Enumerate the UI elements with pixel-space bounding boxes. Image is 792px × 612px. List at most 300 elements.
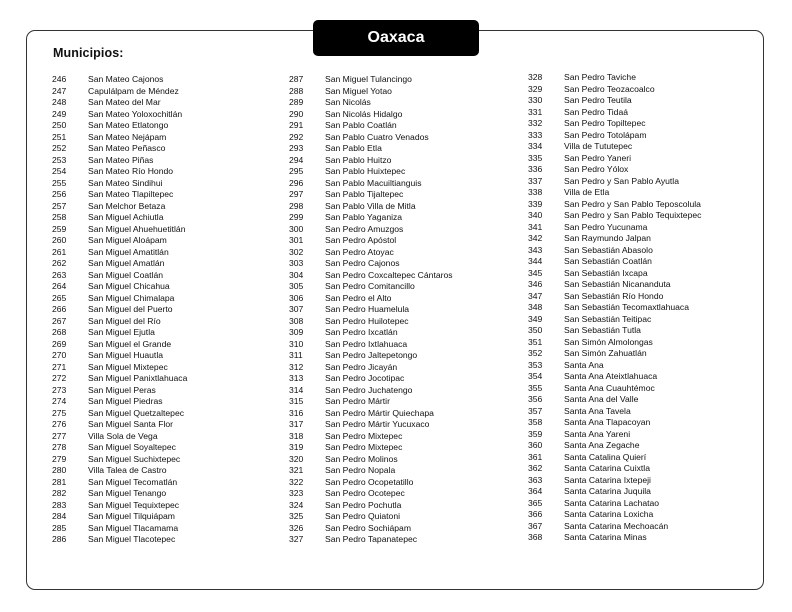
municipio-number: 354 (528, 371, 543, 381)
municipio-number: 358 (528, 417, 543, 427)
municipio-number: 327 (289, 534, 304, 544)
list-item (289, 408, 453, 420)
municipio-name: San Nicolás Hidalgo (325, 108, 403, 119)
municipio-number: 328 (528, 72, 543, 82)
list-item (528, 348, 701, 360)
municipio-name: Santa Ana Cuauhtémoc (564, 382, 655, 393)
municipio-name: Santa Catarina Lachatao (564, 497, 660, 508)
list-item (52, 120, 187, 132)
municipio-name: San Sebastián Ixcapa (564, 267, 648, 278)
municipio-number: 342 (528, 233, 543, 243)
municipio-number: 305 (289, 281, 304, 291)
municipio-number: 247 (52, 85, 67, 96)
municipio-number: 352 (528, 348, 543, 358)
list-item (52, 373, 187, 385)
municipio-name: San Miguel Huautla (88, 350, 164, 360)
list-item (528, 153, 701, 165)
municipio-number: 273 (52, 384, 67, 395)
municipio-name: San Miguel Ahuehuetitlán (88, 223, 186, 234)
list-item (52, 385, 187, 397)
list-item (52, 155, 187, 167)
municipio-name: San Mateo del Mar (88, 97, 161, 107)
municipio-number: 267 (52, 315, 67, 326)
municipio-name: San Miguel del Puerto (88, 304, 173, 314)
municipio-number: 255 (52, 177, 67, 188)
list-item (528, 95, 701, 107)
list-item (528, 210, 701, 222)
municipio-name: San Pablo Coatlán (325, 120, 397, 130)
section-heading: Municipios: (53, 46, 124, 60)
municipio-number: 296 (289, 177, 304, 188)
municipio-number: 290 (289, 108, 304, 119)
municipio-name: San Raymundo Jalpan (564, 233, 651, 243)
list-item (289, 212, 453, 224)
list-item (52, 454, 187, 466)
municipio-name: San Pedro Ocopetatillo (325, 476, 414, 487)
municipio-number: 357 (528, 405, 543, 416)
municipio-name: Villa Sola de Vega (88, 430, 158, 441)
municipio-name: Santa Catarina Juquila (564, 486, 651, 496)
municipio-number: 325 (289, 511, 304, 521)
municipio-name: Santa Ana Ateixtlahuaca (564, 371, 658, 381)
list-item (528, 440, 701, 452)
list-item (52, 362, 187, 374)
municipio-name: San Pablo Tijaltepec (325, 189, 404, 199)
municipio-name: San Miguel Amatlán (88, 258, 165, 268)
municipio-name: San Pedro Tapanatepec (325, 534, 418, 544)
municipio-number: 261 (52, 246, 67, 257)
list-item (289, 97, 453, 109)
municipio-number: 355 (528, 382, 543, 393)
municipio-number: 272 (52, 373, 67, 383)
municipio-number: 366 (528, 509, 543, 519)
municipio-number: 346 (528, 279, 543, 289)
list-item (528, 452, 701, 464)
municipio-number: 334 (528, 141, 543, 151)
municipio-name: San Pablo Villa de Mitla (325, 200, 416, 211)
list-item (289, 224, 453, 236)
list-item (528, 463, 701, 475)
municipio-number: 364 (528, 486, 543, 496)
list-item (52, 431, 187, 443)
municipios-column-3 (528, 72, 701, 544)
municipio-name: San Pedro el Alto (325, 292, 392, 303)
list-item (289, 316, 453, 328)
municipio-number: 281 (52, 476, 67, 487)
municipios-column-1 (52, 74, 187, 546)
municipio-number: 259 (52, 223, 67, 234)
municipio-number: 349 (528, 313, 543, 324)
municipio-name: San Pedro Amuzgos (325, 223, 404, 234)
municipio-number: 254 (52, 166, 67, 176)
list-item (289, 166, 453, 178)
list-item (52, 281, 187, 293)
list-item (52, 235, 187, 247)
municipio-number: 313 (289, 373, 304, 383)
municipio-number: 323 (289, 488, 304, 498)
municipio-number: 308 (289, 315, 304, 326)
list-item (528, 417, 701, 429)
municipio-name: San Pedro Huilotepec (325, 315, 409, 326)
municipio-number: 315 (289, 396, 304, 406)
list-item (289, 523, 453, 535)
list-item (52, 132, 187, 144)
list-item (528, 84, 701, 96)
list-item (52, 189, 187, 201)
municipio-number: 304 (289, 269, 304, 280)
municipio-number: 326 (289, 522, 304, 533)
list-item (52, 327, 187, 339)
municipio-name: San Sebastián Río Hondo (564, 290, 664, 301)
list-item (52, 293, 187, 305)
municipio-number: 269 (52, 338, 67, 349)
municipio-name: San Miguel Achiutla (88, 212, 164, 222)
list-item (289, 132, 453, 144)
municipio-name: San Miguel Tecomatlán (88, 476, 178, 487)
municipio-number: 347 (528, 290, 543, 301)
municipio-number: 351 (528, 336, 543, 347)
municipio-number: 307 (289, 304, 304, 314)
list-item (52, 534, 187, 546)
municipio-name: San Miguel Peras (88, 384, 156, 395)
municipio-number: 284 (52, 511, 67, 521)
municipio-name: San Miguel Tulancingo (325, 74, 412, 84)
municipio-name: San Sebastián Abasolo (564, 244, 653, 255)
municipio-number: 298 (289, 200, 304, 211)
municipio-number: 260 (52, 235, 67, 245)
municipio-name: Santa Catarina Ixtepeji (564, 474, 651, 485)
list-item (528, 268, 701, 280)
list-item (528, 509, 701, 521)
municipio-number: 278 (52, 442, 67, 452)
list-item (528, 337, 701, 349)
municipio-number: 287 (289, 74, 304, 84)
list-item (528, 176, 701, 188)
municipio-number: 297 (289, 189, 304, 199)
municipio-name: San Miguel Santa Flor (88, 419, 174, 429)
municipio-name: San Miguel Ejutla (88, 327, 155, 337)
list-item (528, 291, 701, 303)
list-item (528, 107, 701, 119)
municipio-name: San Sebastián Tutla (564, 325, 641, 335)
list-item (52, 477, 187, 489)
municipio-name: San Miguel Suchixtepec (88, 453, 181, 464)
list-item (289, 120, 453, 132)
list-item (289, 339, 453, 351)
municipio-number: 291 (289, 120, 304, 130)
municipio-name: San Pedro Pochutla (325, 499, 402, 510)
list-item (528, 130, 701, 142)
municipio-name: San Mateo Nejápam (88, 131, 167, 142)
municipio-name: San Miguel del Río (88, 315, 161, 326)
list-item (528, 429, 701, 441)
municipio-number: 330 (528, 95, 543, 105)
municipio-name: San Pedro Mártir Quiechapa (325, 407, 434, 418)
municipio-number: 265 (52, 292, 67, 303)
list-item (289, 396, 453, 408)
municipio-name: San Pedro Yucunama (564, 221, 648, 232)
list-item (289, 419, 453, 431)
municipio-number: 311 (289, 350, 303, 360)
municipio-number: 299 (289, 212, 304, 222)
page-title: Oaxaca (313, 20, 479, 56)
list-item (289, 500, 453, 512)
municipio-name: Santa Ana Zegache (564, 440, 640, 450)
list-item (289, 350, 453, 362)
municipio-number: 359 (528, 428, 543, 439)
list-item (528, 187, 701, 199)
municipio-number: 324 (289, 499, 304, 510)
municipio-name: San Sebastián Nicananduta (564, 279, 671, 289)
municipio-name: San Sebastián Teitipac (564, 313, 652, 324)
municipio-number: 270 (52, 350, 67, 360)
municipio-name: San Pablo Huitzo (325, 154, 392, 165)
municipio-name: San Mateo Río Hondo (88, 166, 174, 176)
municipio-number: 345 (528, 267, 543, 278)
municipio-name: San Pedro Jocotipac (325, 373, 405, 383)
municipio-name: San Miguel Mixtepec (88, 361, 168, 372)
municipio-name: San Pedro Taviche (564, 72, 636, 82)
list-item (289, 304, 453, 316)
list-item (528, 256, 701, 268)
municipio-name: San Miguel Aloápam (88, 235, 167, 245)
list-item (528, 118, 701, 130)
list-item (52, 488, 187, 500)
municipio-number: 336 (528, 164, 543, 174)
municipio-name: San Pedro Atoyac (325, 246, 394, 257)
list-item (528, 394, 701, 406)
municipio-name: San Miguel el Grande (88, 338, 172, 349)
municipio-name: San Miguel Coatlán (88, 269, 164, 280)
municipio-number: 271 (52, 361, 67, 372)
municipio-number: 268 (52, 327, 67, 337)
list-item (52, 396, 187, 408)
municipio-name: San Miguel Tlacotepec (88, 534, 176, 544)
list-item (528, 360, 701, 372)
municipio-name: San Mateo Piñas (88, 154, 154, 165)
municipio-name: San Pedro Molinos (325, 453, 398, 464)
municipio-number: 274 (52, 396, 67, 406)
municipio-number: 338 (528, 187, 543, 197)
list-item (528, 279, 701, 291)
municipio-number: 360 (528, 440, 543, 450)
municipio-number: 340 (528, 210, 543, 220)
list-item (289, 454, 453, 466)
municipio-number: 344 (528, 256, 543, 266)
municipio-number: 363 (528, 474, 543, 485)
list-item (289, 201, 453, 213)
municipio-number: 295 (289, 166, 304, 176)
municipio-number: 301 (289, 235, 304, 245)
municipio-number: 275 (52, 407, 67, 418)
list-item (52, 523, 187, 535)
municipio-name: San Pedro Jaltepetongo (325, 350, 418, 360)
municipio-name: San Pedro Ixcatlán (325, 327, 398, 337)
municipio-number: 251 (52, 131, 67, 142)
municipio-name: San Pedro y San Pablo Ayutla (564, 175, 679, 186)
municipio-name: Santa Ana (564, 359, 604, 370)
municipio-name: Santa Catalina Quierí (564, 451, 647, 462)
municipio-name: San Pedro Topiltepec (564, 118, 646, 128)
list-item (289, 488, 453, 500)
list-item (52, 212, 187, 224)
list-item (528, 141, 701, 153)
municipio-name: San Pablo Etla (325, 143, 382, 153)
municipio-number: 286 (52, 534, 67, 544)
list-item (52, 224, 187, 236)
municipio-number: 337 (528, 175, 543, 186)
list-item (52, 178, 187, 190)
list-item (289, 155, 453, 167)
municipio-number: 248 (52, 97, 67, 107)
municipio-name: San Mateo Tlapiltepec (88, 189, 174, 199)
list-item (52, 166, 187, 178)
municipio-name: Santa Ana del Valle (564, 394, 639, 404)
municipio-name: San Miguel Chicahua (88, 281, 170, 291)
municipio-name: San Melchor Betaza (88, 200, 166, 211)
list-item (52, 97, 187, 109)
municipio-number: 329 (528, 83, 543, 94)
list-item (52, 201, 187, 213)
municipio-number: 339 (528, 198, 543, 209)
municipio-name: San Miguel Chimalapa (88, 292, 175, 303)
municipio-number: 282 (52, 488, 67, 498)
municipio-number: 309 (289, 327, 304, 337)
municipio-number: 362 (528, 463, 543, 473)
municipio-number: 317 (289, 419, 304, 429)
list-item (52, 304, 187, 316)
list-item (289, 258, 453, 270)
list-item (289, 373, 453, 385)
list-item (52, 74, 187, 86)
list-item (289, 511, 453, 523)
municipio-number: 277 (52, 430, 67, 441)
list-item (528, 475, 701, 487)
municipio-number: 365 (528, 497, 543, 508)
municipio-name: Villa de Tututepec (564, 141, 633, 151)
list-item (52, 465, 187, 477)
municipio-name: Villa Talea de Castro (88, 465, 167, 475)
municipio-name: San Pedro y San Pablo Teposcolula (564, 198, 701, 209)
municipio-name: Santa Catarina Mechoacán (564, 520, 669, 531)
municipio-name: San Simón Almolongas (564, 336, 653, 347)
municipio-name: San Pedro Apóstol (325, 235, 397, 245)
municipio-number: 263 (52, 269, 67, 280)
municipio-number: 322 (289, 476, 304, 487)
municipio-number: 332 (528, 118, 543, 128)
municipio-name: San Nicolás (325, 97, 371, 107)
list-item (289, 270, 453, 282)
list-item (52, 408, 187, 420)
list-item (528, 314, 701, 326)
municipio-name: San Pedro Teozacoalco (564, 83, 655, 94)
list-item (289, 74, 453, 86)
municipio-name: San Simón Zahuatlán (564, 348, 647, 358)
list-item (528, 406, 701, 418)
municipio-name: San Miguel Amatitlán (88, 246, 169, 257)
municipio-name: San Pedro Ocotepec (325, 488, 405, 498)
municipio-number: 303 (289, 258, 304, 268)
municipio-name: San Mateo Peñasco (88, 143, 166, 153)
municipio-name: Santa Catarina Cuixtla (564, 463, 650, 473)
municipio-number: 294 (289, 154, 304, 165)
municipio-name: San Pedro Coxcaltepec Cántaros (325, 269, 453, 280)
municipio-name: Santa Ana Yareni (564, 428, 631, 439)
list-item (52, 109, 187, 121)
municipio-number: 353 (528, 359, 543, 370)
municipio-number: 253 (52, 154, 67, 165)
list-item (528, 199, 701, 211)
list-item (52, 86, 187, 98)
list-item (289, 477, 453, 489)
municipio-name: Santa Ana Tavela (564, 405, 631, 416)
list-item (528, 164, 701, 176)
list-item (289, 385, 453, 397)
list-item (289, 235, 453, 247)
municipio-number: 335 (528, 152, 543, 163)
municipio-name: San Pedro Totolápam (564, 129, 647, 140)
municipio-number: 356 (528, 394, 543, 404)
municipio-name: San Mateo Cajonos (88, 74, 164, 84)
municipio-name: Santa Ana Tlapacoyan (564, 417, 651, 427)
municipio-name: San Pedro Ixtlahuaca (325, 338, 408, 349)
list-item (52, 143, 187, 155)
municipio-number: 280 (52, 465, 67, 475)
list-item (289, 247, 453, 259)
municipio-name: Villa de Etla (564, 187, 610, 197)
municipio-number: 257 (52, 200, 67, 211)
list-item (289, 534, 453, 546)
list-item (289, 362, 453, 374)
municipio-name: San Pedro Yaneri (564, 152, 632, 163)
municipio-number: 258 (52, 212, 67, 222)
list-item (289, 143, 453, 155)
municipio-number: 249 (52, 108, 67, 119)
municipio-number: 312 (289, 361, 304, 372)
municipio-name: San Pedro Cajonos (325, 258, 400, 268)
municipio-number: 256 (52, 189, 67, 199)
list-item (52, 339, 187, 351)
municipio-name: San Pedro Huamelula (325, 304, 410, 314)
municipio-number: 314 (289, 384, 304, 395)
list-item (528, 532, 701, 544)
municipio-name: San Pablo Cuatro Venados (325, 131, 429, 142)
list-item (289, 431, 453, 443)
municipio-name: San Miguel Quetzaltepec (88, 407, 185, 418)
list-item (528, 498, 701, 510)
list-item (528, 222, 701, 234)
municipio-number: 348 (528, 302, 543, 312)
municipio-name: San Miguel Yotao (325, 85, 392, 96)
municipio-number: 250 (52, 120, 67, 130)
municipio-number: 331 (528, 106, 543, 117)
list-item (289, 109, 453, 121)
municipio-name: San Pedro y San Pablo Tequixtepec (564, 210, 702, 220)
municipio-name: San Pedro Yólox (564, 164, 629, 174)
list-item (528, 486, 701, 498)
list-item (289, 442, 453, 454)
municipio-name: San Mateo Etlatongo (88, 120, 169, 130)
list-item (289, 189, 453, 201)
municipio-name: San Pedro Mártir Yucuxaco (325, 419, 430, 429)
municipio-number: 262 (52, 258, 67, 268)
list-item (52, 247, 187, 259)
municipio-name: San Pablo Huixtepec (325, 166, 406, 176)
list-item (528, 233, 701, 245)
list-item (528, 325, 701, 337)
list-item (52, 419, 187, 431)
municipio-number: 302 (289, 246, 304, 257)
